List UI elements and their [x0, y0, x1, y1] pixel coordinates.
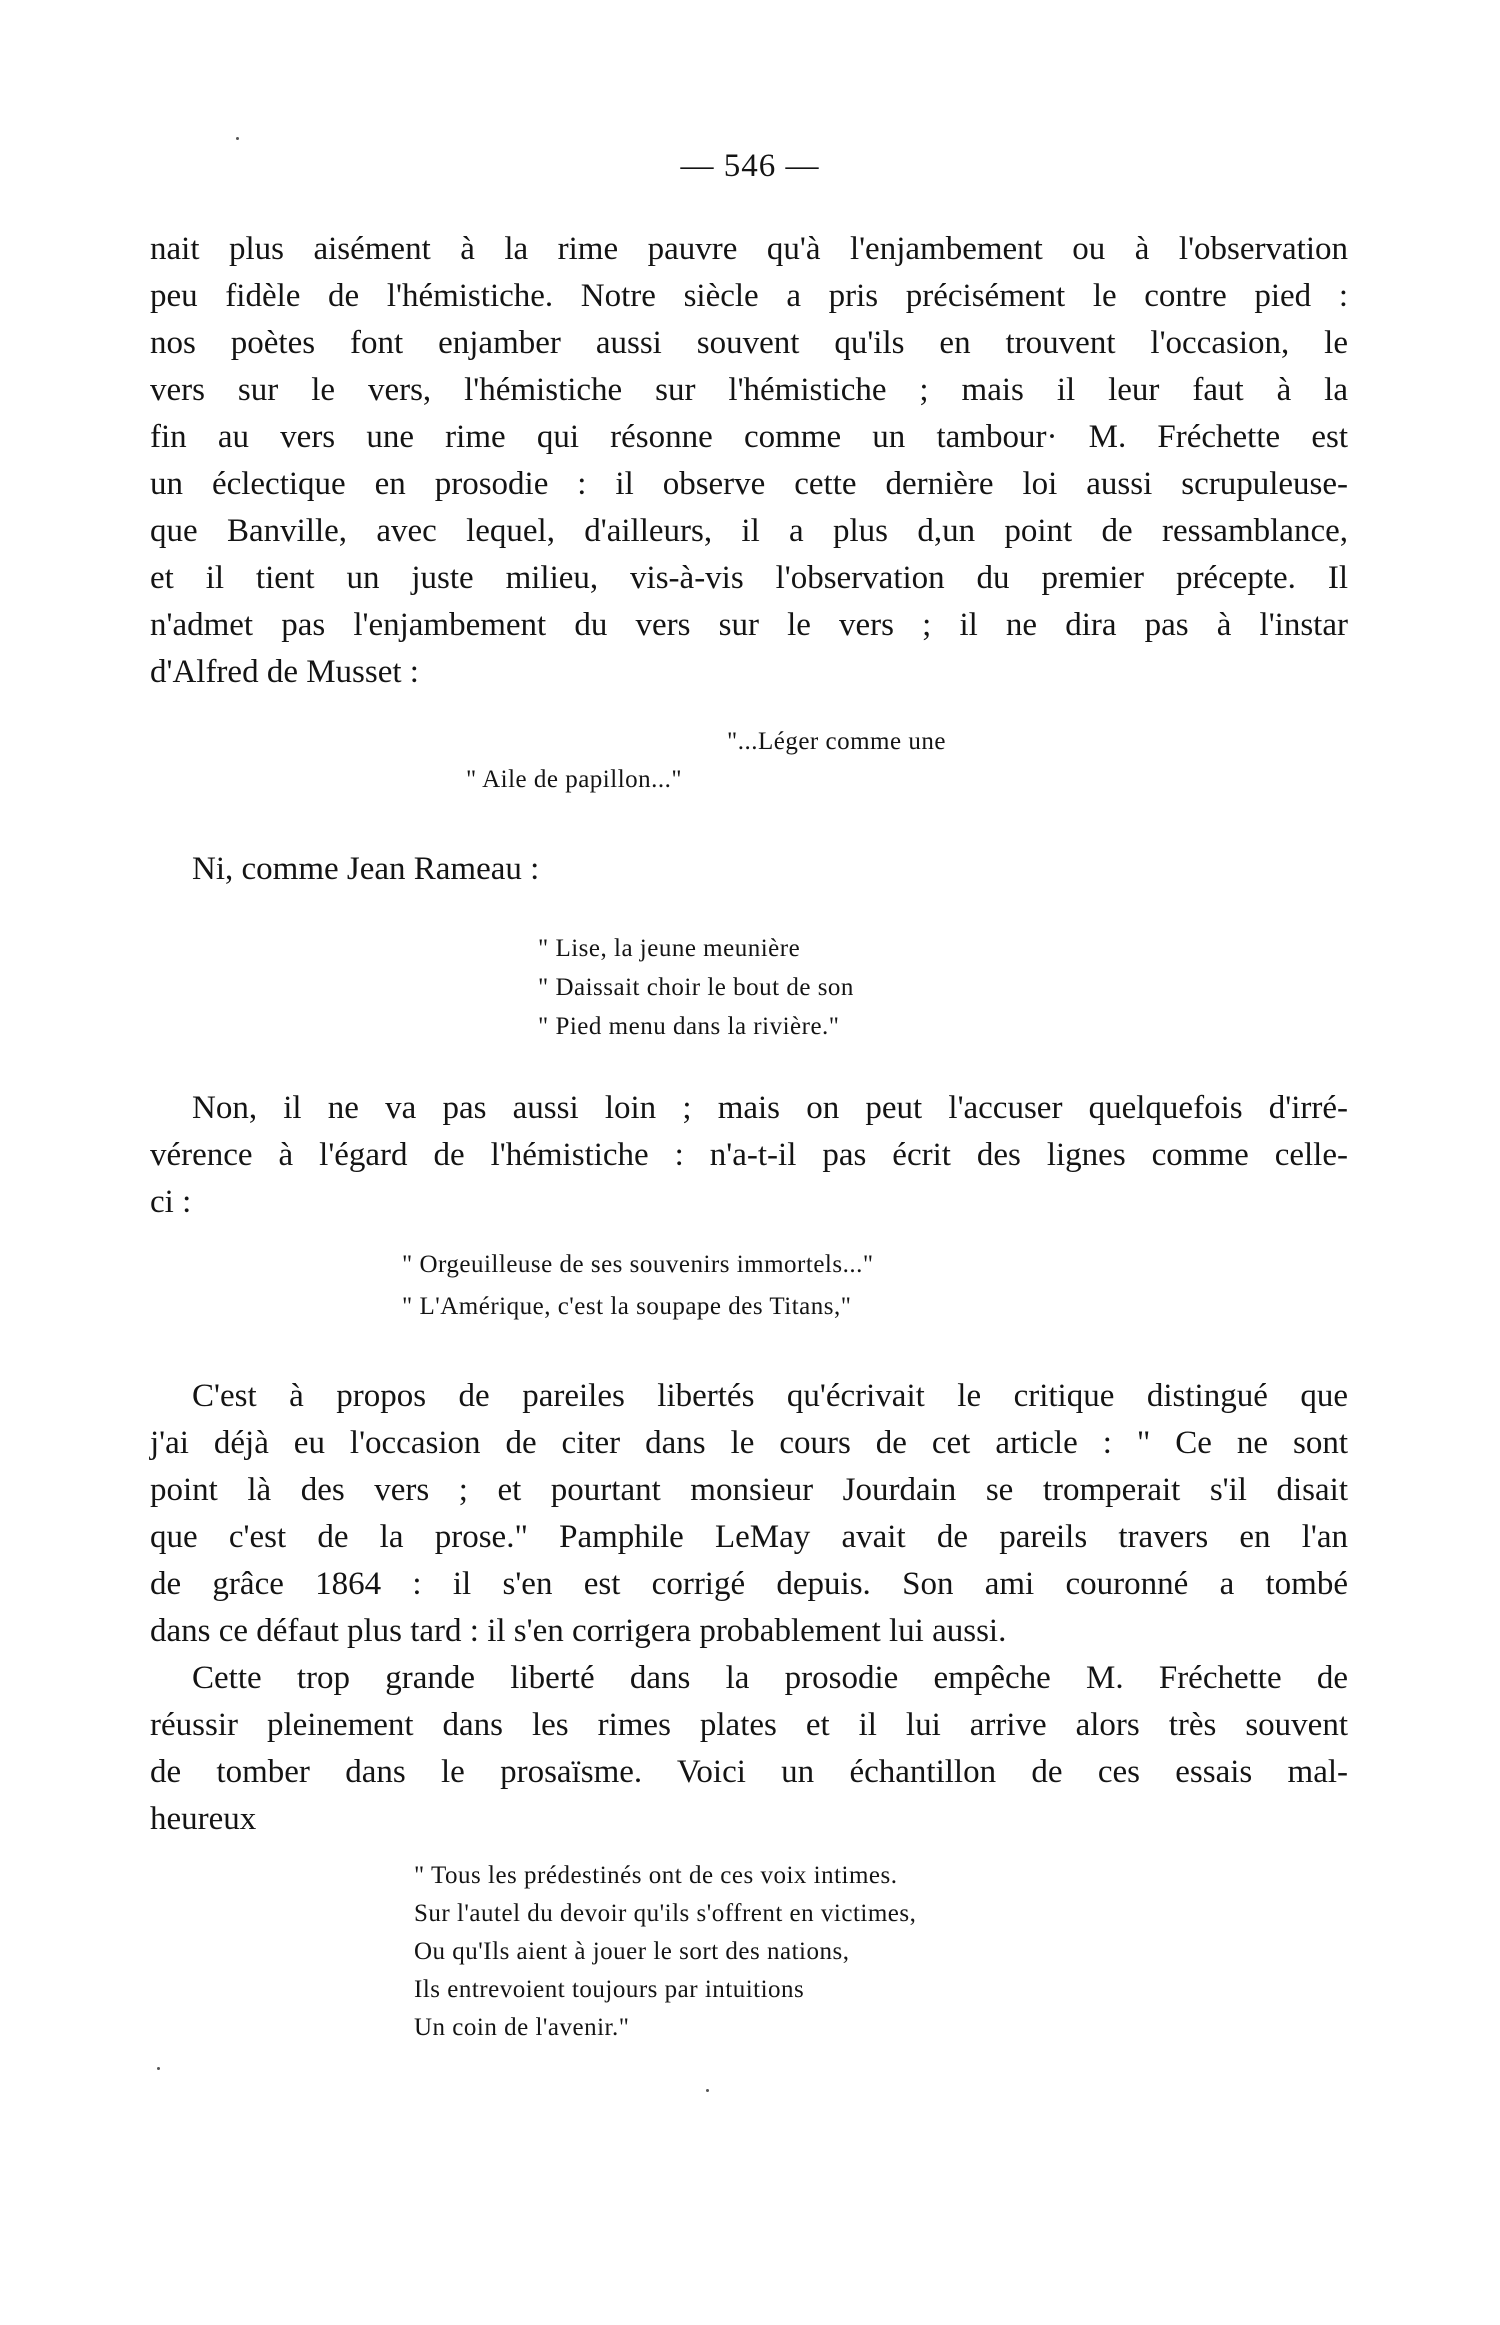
text-line: vers sur le vers, l'hémistiche sur l'hémistiche ; mais il leur faut à la: [150, 372, 1348, 408]
text-line: Non, il ne va pas aussi loin ; mais on peut l'accuser quelquefois d'irré-: [192, 1090, 1348, 1126]
text-line: de tomber dans le prosaïsme. Voici un échantillon de ces essais mal-: [150, 1754, 1348, 1790]
text-line: peu fidèle de l'hémistiche. Notre siècle a pris précisément le contre pied :: [150, 278, 1348, 314]
text-line: dans ce défaut plus tard : il s'en corrigera probablement lui aussi.: [150, 1613, 1007, 1649]
text-line: un éclectique en prosodie : il observe cette dernière loi aussi scrupuleuse-: [150, 466, 1348, 502]
text-line: C'est à propos de pareiles libertés qu'écrivait le critique distingué que: [192, 1378, 1348, 1414]
text-line: vérence à l'égard de l'hémistiche : n'a-t-il pas écrit des lignes comme celle-: [150, 1137, 1348, 1173]
text-line: heureux: [150, 1801, 257, 1837]
verse-line: " Orgeuilleuse de ses souvenirs immortels...": [402, 1251, 874, 1278]
verse-line: " Aile de papillon...": [466, 766, 683, 793]
verse-line: " Lise, la jeune meunière: [538, 935, 801, 962]
text-line: que Banville, avec lequel, d'ailleurs, il a plus d,un point de ressamblance,: [150, 513, 1348, 549]
text-line: de grâce 1864 : il s'en est corrigé depuis. Son ami couronné a tombé: [150, 1566, 1348, 1602]
text-line: Ni, comme Jean Rameau :: [192, 851, 540, 887]
text-line: point là des vers ; et pourtant monsieur Jourdain se tromperait s'il disait: [150, 1472, 1348, 1508]
verse-line: " L'Amérique, c'est la soupape des Titans,": [402, 1293, 852, 1320]
text-line: nait plus aisément à la rime pauvre qu'à l'enjambement ou à l'observation: [150, 231, 1348, 267]
text-line: et il tient un juste milieu, vis-à-vis l'observation du premier précepte. Il: [150, 560, 1348, 596]
verse-line: "...Léger comme une: [727, 728, 946, 755]
text-line: réussir pleinement dans les rimes plates et il lui arrive alors très souvent: [150, 1707, 1348, 1743]
text-line: d'Alfred de Musset :: [150, 654, 419, 690]
text-line: nos poètes font enjamber aussi souvent qu'ils en trouvent l'occasion, le: [150, 325, 1348, 361]
text-line: n'admet pas l'enjambement du vers sur le vers ; il ne dira pas à l'instar: [150, 607, 1348, 643]
page-number: — 546 —: [680, 148, 820, 184]
verse-line: Ils entrevoient toujours par intuitions: [414, 1976, 805, 2003]
verse-line: Un coin de l'avenir.": [414, 2014, 630, 2041]
verse-line: " Daissait choir le bout de son: [538, 974, 854, 1001]
text-line: que c'est de la prose." Pamphile LeMay avait de pareils travers en l'an: [150, 1519, 1348, 1555]
scan-speck: [236, 137, 239, 140]
scan-speck: [706, 2089, 709, 2092]
scan-speck: [157, 2067, 160, 2070]
verse-line: Sur l'autel du devoir qu'ils s'offrent en victimes,: [414, 1900, 917, 1927]
text-line: ci :: [150, 1184, 192, 1220]
text-line: Cette trop grande liberté dans la prosodie empêche M. Fréchette de: [192, 1660, 1348, 1696]
text-line: j'ai déjà eu l'occasion de citer dans le cours de cet article : " Ce ne sont: [150, 1425, 1348, 1461]
verse-line: Ou qu'Ils aient à jouer le sort des nations,: [414, 1938, 850, 1965]
verse-line: " Tous les prédestinés ont de ces voix intimes.: [414, 1862, 898, 1889]
verse-line: " Pied menu dans la rivière.": [538, 1013, 840, 1040]
text-line: fin au vers une rime qui résonne comme un tambour· M. Fréchette est: [150, 419, 1348, 455]
